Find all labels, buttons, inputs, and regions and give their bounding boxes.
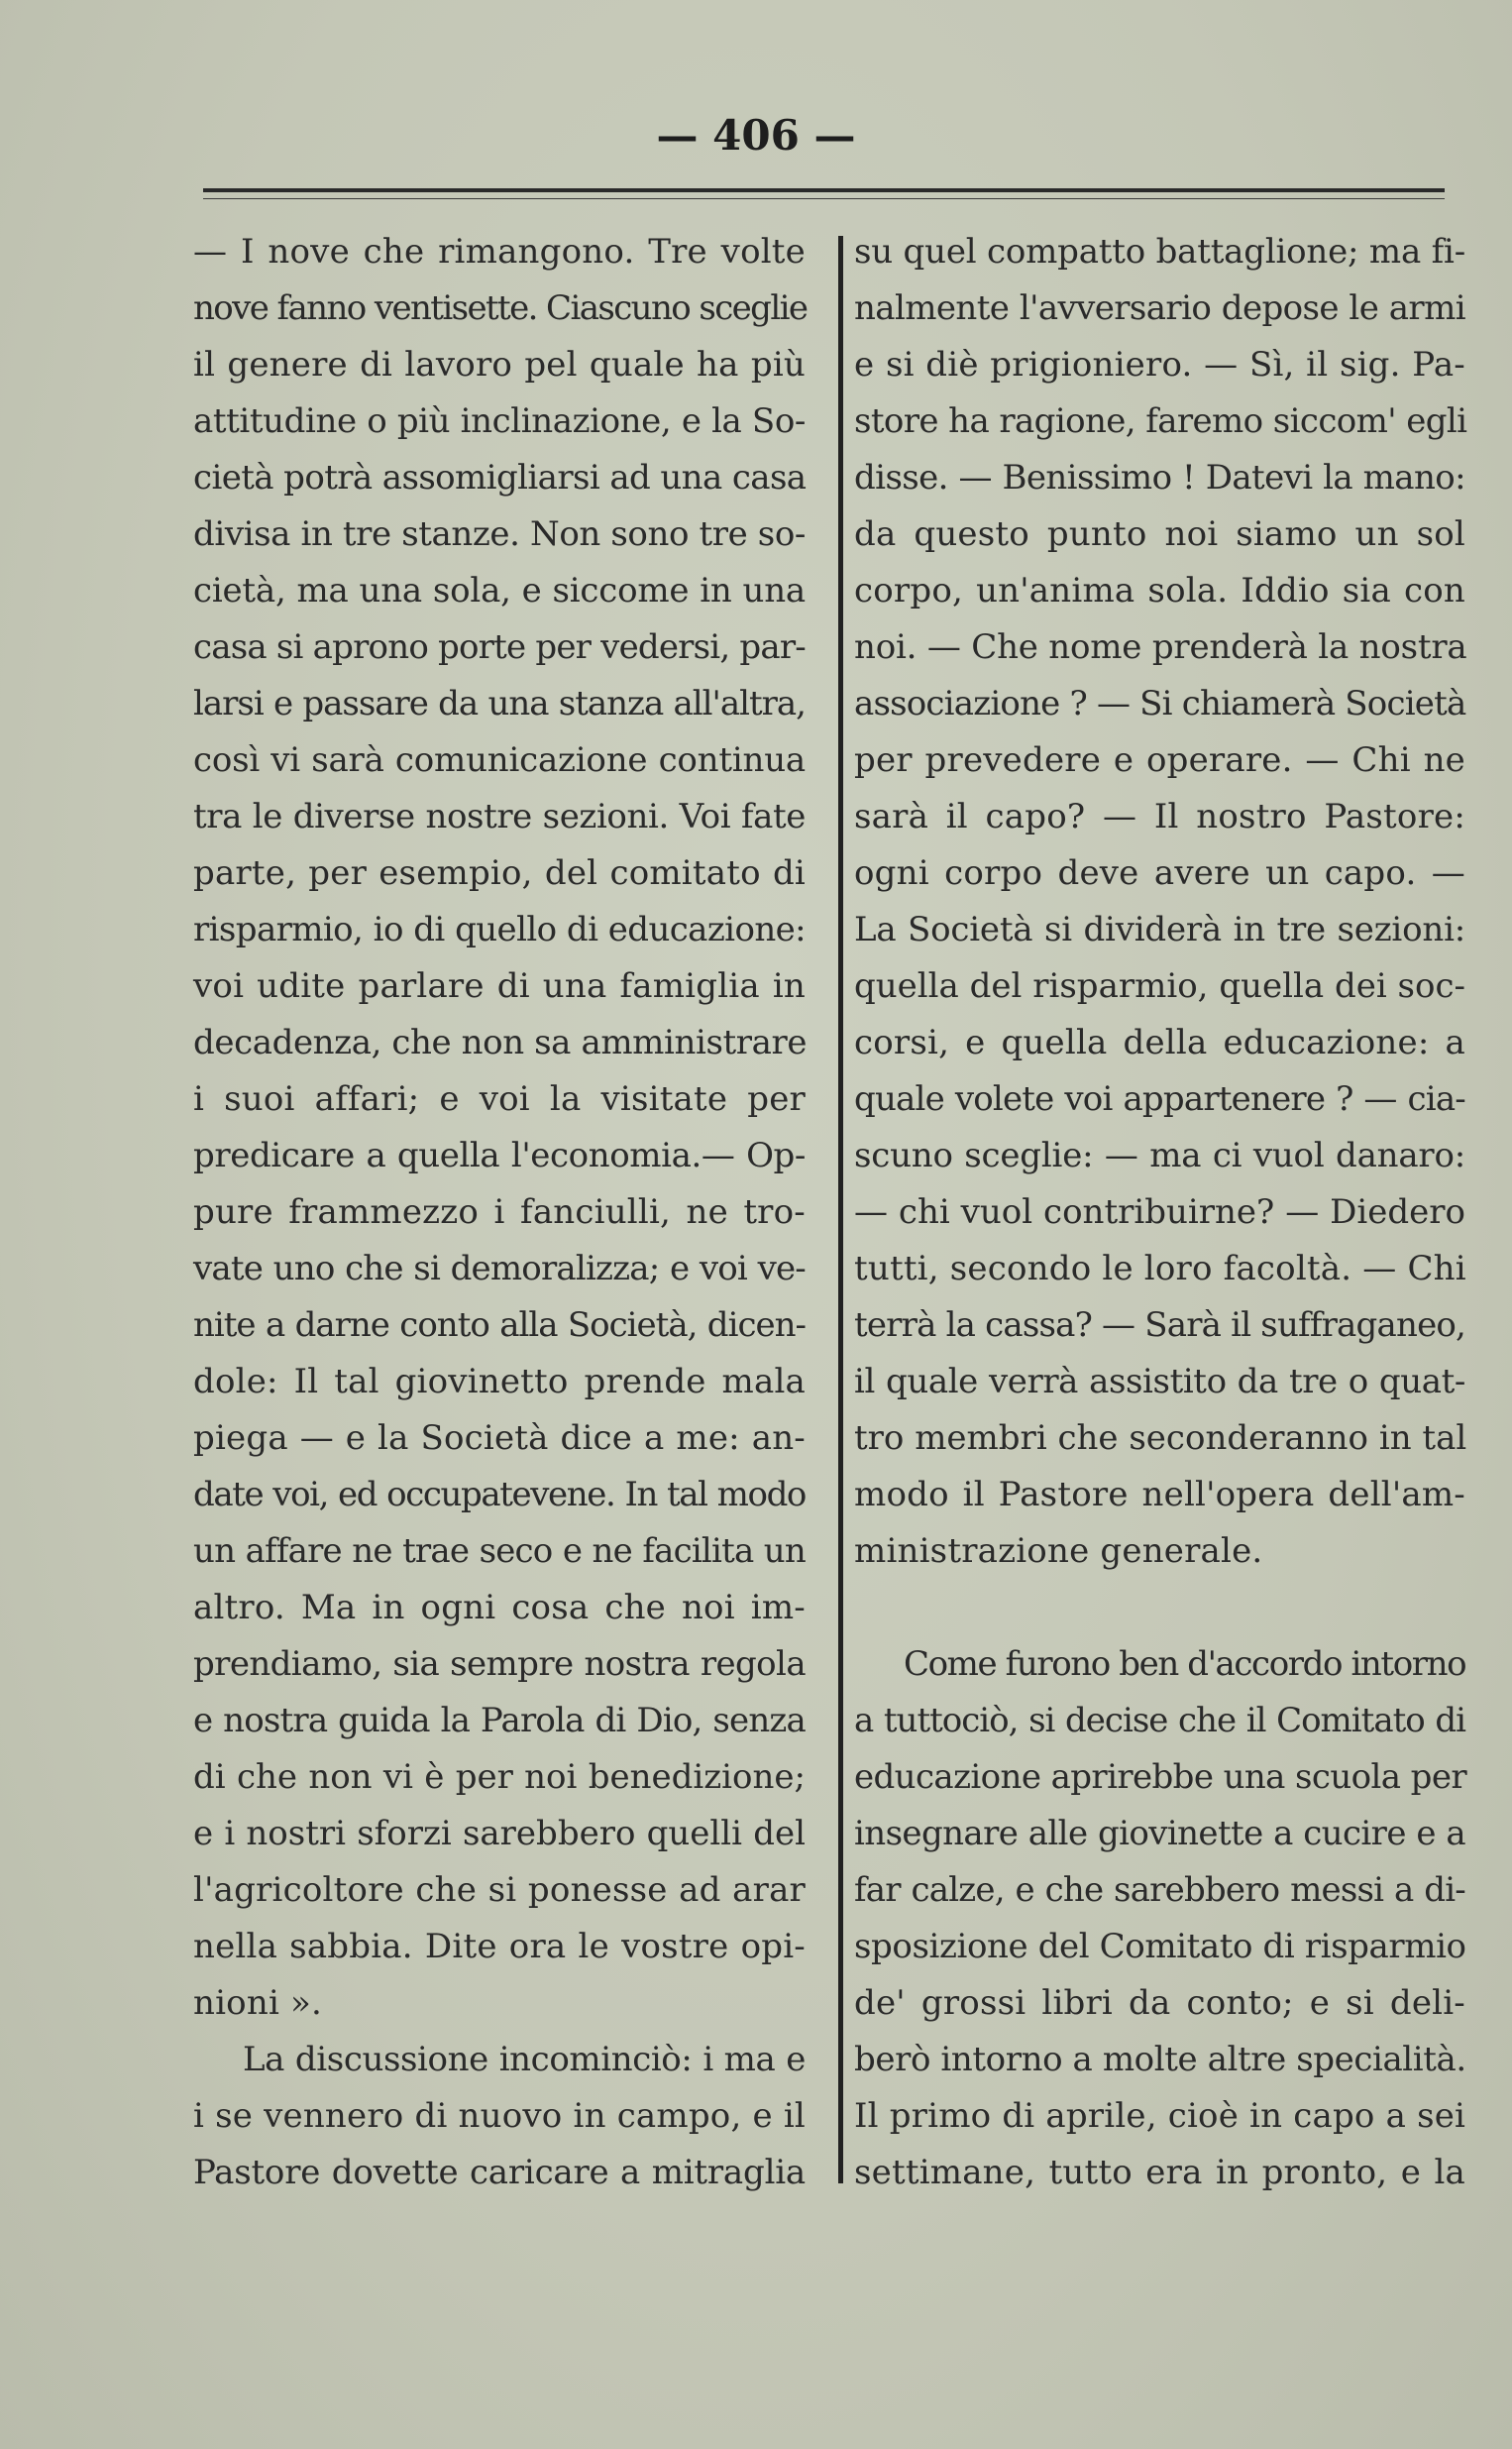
text-line: prendiamo, sia sempre nostra regola: [193, 1644, 806, 1684]
text-line: larsi e passare da una stanza all'altra,: [193, 684, 806, 724]
text-line: store ha ragione, faremo siccom' egli: [854, 401, 1467, 441]
text-line: voi udite parlare di una famiglia in: [193, 966, 806, 1006]
text-line: i suoi affari; e voi la visitate per: [193, 1079, 806, 1119]
text-line: il quale verrà assistito da tre o quat-: [854, 1362, 1465, 1401]
text-line: quale volete voi appartenere ? — cia-: [854, 1079, 1465, 1119]
text-line: piega — e la Società dice a me: an-: [193, 1418, 806, 1458]
text-line: de' grossi libri da conto; e si deli-: [854, 1983, 1465, 2023]
text-line: cietà, ma una sola, e siccome in una: [193, 571, 806, 611]
text-line: educazione aprirebbe una scuola per: [854, 1757, 1466, 1797]
text-line: da questo punto noi siamo un sol: [854, 514, 1465, 554]
text-line: date voi, ed occupatevene. In tal modo: [193, 1475, 806, 1514]
text-line: di che non vi è per noi benedizione;: [193, 1757, 806, 1797]
text-line: Come furono ben d'accordo intorno: [904, 1644, 1466, 1684]
text-line: associazione ? — Si chiamerà Società: [854, 684, 1466, 724]
text-line: corsi, e quella della educazione: a: [854, 1023, 1465, 1062]
text-line: risparmio, io di quello di educazione:: [193, 910, 806, 949]
text-line: terrà la cassa? — Sarà il suffraganeo,: [854, 1305, 1466, 1345]
text-line: il genere di lavoro pel quale ha più: [193, 345, 806, 385]
text-line: altro. Ma in ogni cosa che noi im-: [193, 1588, 806, 1627]
text-line: ogni corpo deve avere un capo. —: [854, 853, 1465, 893]
text-line: nove fanno ventisette. Ciascuno sceglie: [193, 288, 808, 328]
text-line: nite a darne conto alla Società, dicen-: [193, 1305, 806, 1345]
text-line: e i nostri sforzi sarebbero quelli del: [193, 1814, 806, 1853]
text-line: tutti, secondo le loro facoltà. — Chi: [854, 1249, 1466, 1288]
text-line: per prevedere e operare. — Chi ne: [854, 740, 1465, 780]
text-line: così vi sarà comunicazione continua: [193, 740, 806, 780]
text-line: nalmente l'avversario depose le armi: [854, 288, 1465, 328]
text-line: scuno sceglie: — ma ci vuol danaro:: [854, 1136, 1465, 1175]
text-line: a tuttociò, si decise che il Comitato di: [854, 1701, 1465, 1740]
text-line: Il primo di aprile, cioè in capo a sei: [854, 2096, 1466, 2136]
text-line: ministrazione generale.: [854, 1531, 1263, 1571]
text-line: — I nove che rimangono. Tre volte: [193, 232, 806, 272]
text-line: La discussione incominciò: i ma e: [243, 2040, 806, 2079]
text-line: i se vennero di nuovo in campo, e il: [193, 2096, 806, 2136]
text-line: insegnare alle giovinette a cucire e a: [854, 1814, 1465, 1853]
text-line: quella del risparmio, quella dei soc-: [854, 966, 1465, 1006]
text-line: modo il Pastore nell'opera dell'am-: [854, 1475, 1465, 1514]
page-number: — 406 —: [656, 111, 856, 160]
text-line: casa si aprono porte per vedersi, par-: [193, 627, 806, 667]
text-line: disse. — Benissimo ! Datevi la mano:: [854, 458, 1465, 498]
text-line: parte, per esempio, del comitato di: [193, 853, 806, 893]
text-line: predicare a quella l'economia.— Op-: [193, 1136, 806, 1175]
header-rule-thin: [203, 198, 1445, 199]
text-line: — chi vuol contribuirne? — Diedero: [854, 1192, 1465, 1232]
text-line: un affare ne trae seco e ne facilita un: [193, 1531, 806, 1571]
text-line: nioni ».: [193, 1983, 323, 2023]
text-line: noi. — Che nome prenderà la nostra: [854, 627, 1467, 667]
paragraph-gap: [854, 1580, 1465, 1636]
text-line: sarà il capo? — Il nostro Pastore:: [854, 797, 1465, 836]
text-line: dole: Il tal giovinetto prende mala: [193, 1362, 806, 1401]
text-line: e nostra guida la Parola di Dio, senza: [193, 1701, 806, 1740]
text-line: pure frammezzo i fanciulli, ne tro-: [193, 1192, 806, 1232]
header-rule: [203, 188, 1445, 192]
text-line: berò intorno a molte altre specialità.: [854, 2040, 1466, 2079]
text-line: decadenza, che non sa amministrare: [193, 1023, 808, 1062]
text-line: La Società si dividerà in tre sezioni:: [854, 910, 1465, 949]
column-divider: [838, 236, 843, 2183]
text-line: tra le diverse nostre sezioni. Voi fate: [193, 797, 806, 836]
text-line: Pastore dovette caricare a mitraglia: [193, 2153, 806, 2192]
right-column: [854, 224, 1465, 2201]
text-line: l'agricoltore che si ponesse ad arar: [193, 1870, 806, 1910]
text-line: attitudine o più inclinazione, e la So-: [193, 401, 806, 441]
text-line: sposizione del Comitato di risparmio: [854, 1927, 1466, 1966]
text-line: divisa in tre stanze. Non sono tre so-: [193, 514, 806, 554]
text-line: settimane, tutto era in pronto, e la: [854, 2153, 1465, 2192]
left-column: [193, 224, 806, 2201]
text-line: vate uno che si demoralizza; e voi ve-: [193, 1249, 806, 1288]
text-line: far calze, e che sarebbero messi a di-: [854, 1870, 1465, 1910]
text-line: e si diè prigioniero. — Sì, il sig. Pa-: [854, 345, 1465, 385]
text-line: su quel compatto battaglione; ma fi-: [854, 232, 1465, 272]
text-line: cietà potrà assomigliarsi ad una casa: [193, 458, 807, 498]
text-line: corpo, un'anima sola. Iddio sia con: [854, 571, 1465, 611]
text-line: nella sabbia. Dite ora le vostre opi-: [193, 1927, 806, 1966]
text-line: tro membri che seconderanno in tal: [854, 1418, 1467, 1458]
